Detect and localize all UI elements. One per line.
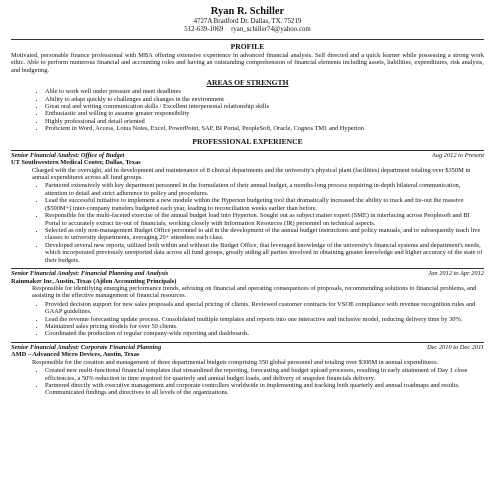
job-title-row — [11, 343, 484, 352]
address: 4727A Bradford Dr. Dallas, TX. 75219 — [193, 18, 302, 25]
job-dates: Dec 2010 to Dec 2011 — [426, 343, 484, 351]
job-title-row — [11, 151, 484, 160]
job-dates: Jan 2012 to Apr 2012 — [428, 269, 484, 277]
list-item: • Partnered directly with executive management and corporate controllers worldwide in implementing and tracking both quarterly and annual roadmaps and results. Communicated findings and directives to all levels of the organizations. — [45, 382, 484, 397]
job-dates: Aug 2012 to Present — [431, 151, 484, 159]
strengths-heading: AREAS OF STRENGTH — [206, 78, 289, 88]
list-item: • Ability to adapt quickly to challenges and changes in the environment — [45, 96, 484, 103]
list-item: • Great oral and writing communication skills / Excellent interpersonal relationship skills — [45, 103, 484, 110]
profile-text: Motivated, personable finance professional with MBA offering extensive experience in advanced financial analysis. Self directed and a quick learner while possessing a strong work ethic. Able to perform numerous financial and accounting roles and having an outstanding comprehension of financial elements including assets, liabilities, expenditures, risk analysis, and budgeting. — [11, 52, 484, 74]
list-item: • Responsible for the multi-faceted exercise of the annual budget load into Hyperion. Sought out as subject matter expert (SME) in interfacing across Peoplesoft and BI Portal to accurately extract tie-out of financials, working closely with Information Resources (IR) personnel on technical aspects. — [45, 212, 484, 227]
job-title: Senior Financial Analyst: Office of Budget — [11, 151, 125, 159]
candidate-name: Ryan R. Schiller — [210, 6, 285, 17]
job-company: UT Southwestern Medical Center, Dallas, Texas — [11, 159, 141, 167]
list-item: • Maintained sales pricing models for over 50 clients. — [45, 323, 484, 330]
job-title-row — [11, 269, 484, 278]
list-item: • Partnered extensively with key department personnel in the formulation of their annual budget, a months-long process requiring in-depth bilateral communication, attention to detail and strict adherence to policy and procedures. — [45, 182, 484, 197]
contact-line — [11, 26, 484, 34]
job-company: AMD – Advanced Micro Devices, Austin, Texas — [11, 351, 140, 359]
email-address: ryan_schiller74@yahoo.com — [231, 26, 311, 33]
list-item: • Selected as only non-management Budget Office personnel to aid in the development of the annual budget instructions and policy manuals, and to subsequently teach live classes to university departments, averaging 20+ attendees each class. — [45, 227, 484, 242]
job-title: Senior Financial Analyst: Corporate Financial Planning — [11, 343, 162, 351]
list-item: • Proficient in Word, Access, Lotus Notes, Excel, PowerPoint, SAP, BI Portal, PeopleSoft, Oracle, Cognos TM1 and Hyperion — [45, 125, 484, 132]
list-item: • Coordinated the production of regular company-wide reporting and dashboards. — [45, 330, 484, 337]
job-bullets — [11, 301, 484, 338]
profile-heading: PROFILE — [11, 39, 484, 51]
job-title: Senior Financial Analyst: Financial Planning and Analysis — [11, 269, 169, 277]
job-description: Responsible for the creation and management of three departmental budgets comprising 350 global personnel and totaling over $300M in annual expenditures. — [32, 358, 439, 366]
list-item: • Able to work well under pressure and meet deadlines — [45, 88, 484, 95]
list-item: • Created new multi-functional financial templates that streamlined the reporting, forecasting and budget upload processes, resulting in early attainment of Day 1 close efficiencies, a 50% reduction in time required for quarterly and annual budget loads, and delivery of snapshot financials delivery. — [45, 367, 484, 382]
job-bullets — [11, 182, 484, 263]
list-item: • Lead the revenue forecasting update process. Consolidated multiple templates and reports into one interactive and inclusive model, reducing delivery time by 30%. — [45, 316, 484, 323]
job-bullets — [11, 367, 484, 397]
phone-number: 512-639-1069 — [184, 26, 224, 33]
experience-heading: PROFESSIONAL EXPERIENCE — [192, 136, 303, 146]
list-item: • Highly professional and detail oriented — [45, 118, 484, 125]
resume-header — [11, 6, 484, 34]
list-item: • Lead the successful initiative to implement a new module within the Hyperion budgeting tool that dramatically increased the ability to track and tie-out the massive ($500M+) inter-company transfers budgeted each year, leading to reconciliation weeks earlier than before. — [45, 197, 484, 212]
job-description: Responsible for identifying emerging performance trends, advising on financial and operating consequences of proposals, recommending solutions to financial problems, and assisting in the effective management of financial resources. — [32, 284, 477, 300]
strengths-list — [11, 88, 484, 132]
list-item: • Enthusiastic and willing to assume greater responsibility — [45, 110, 484, 117]
job-description: Charged with the oversight, aid in development and maintenance of 8 clinical departments and the university's physical plant (facilities) department totaling over $350M in annual expenditures across all fund groups. — [32, 166, 471, 182]
list-item: • Developed several new reports, utilized both within and without the Budget Office, that leveraged knowledge of the university's financial systems and department's needs, which incorporated previously unreported data across all fund groups, greatly aiding all parties involved in obtaining greater knowledge and higher accuracy of the state of their budgets. — [45, 242, 484, 264]
list-item: • Provided decision support for new sales proposals and special pricing of clients. Reviewed customer contracts for VSOE compliance with revenue recognition rules and GAAP guidelines. — [45, 301, 484, 316]
job-company: Rainmaker Inc, Austin, Texas (Ajilon Accounting Principals) — [11, 277, 177, 285]
